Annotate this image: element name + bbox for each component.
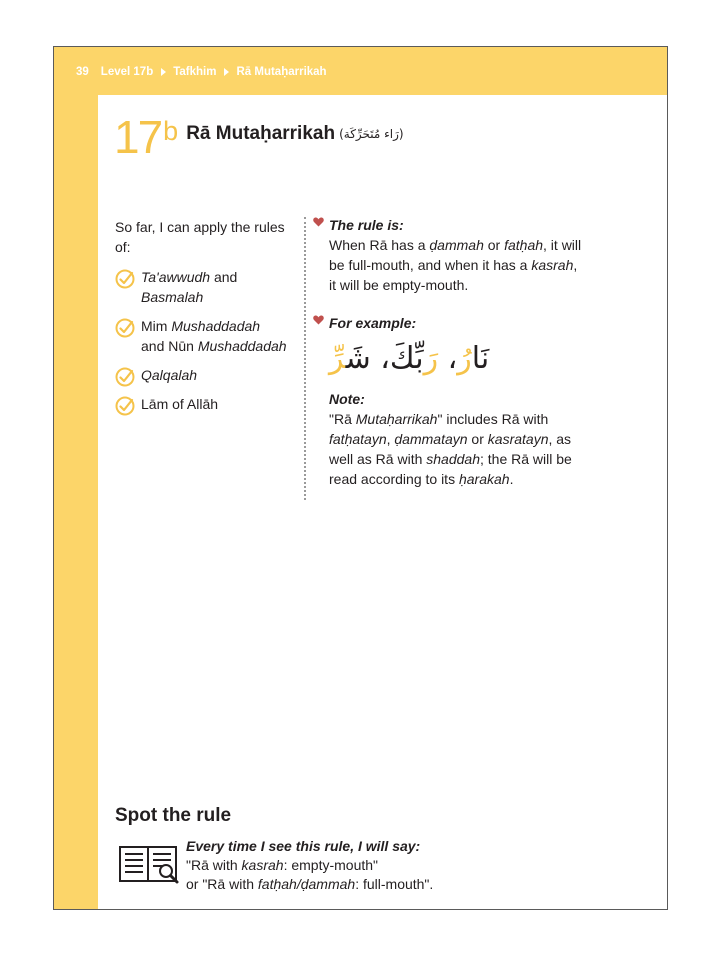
note-heading: Note: bbox=[329, 391, 365, 407]
text-run: , bbox=[386, 431, 395, 447]
checklist bbox=[115, 267, 287, 414]
spot-the-rule-heading: Spot the rule bbox=[115, 805, 232, 826]
chevron-right-icon bbox=[224, 68, 229, 76]
page-title bbox=[114, 111, 404, 163]
left-band bbox=[54, 47, 98, 909]
spot-line-2 bbox=[186, 875, 486, 894]
dotted-divider bbox=[304, 217, 306, 500]
breadcrumb-section: Tafkhim bbox=[173, 66, 217, 78]
text-run: , it will be empty-mouth. bbox=[329, 257, 578, 293]
spot-the-rule-text bbox=[186, 837, 486, 894]
text-run: ; the Rā will be read according to its bbox=[329, 451, 572, 487]
item-text: Basmalah bbox=[141, 289, 204, 305]
item-text: Lām of Allāh bbox=[141, 396, 219, 412]
text-run: kasrah bbox=[531, 257, 574, 273]
rule-heading: The rule is: bbox=[329, 217, 404, 233]
item-text: and bbox=[210, 269, 238, 285]
text-run: ḍammatayn bbox=[394, 431, 468, 447]
text-run: , it will be full-mouth, and when it has a bbox=[329, 237, 582, 273]
rule-column bbox=[313, 215, 583, 489]
checkmark-circle-icon bbox=[115, 318, 135, 338]
text-run: Mutaḥarrikah bbox=[355, 411, 438, 427]
arabic-run: ، bbox=[438, 341, 458, 376]
checkmark-circle-icon bbox=[115, 269, 135, 289]
text-run: When Rā has a bbox=[329, 237, 430, 253]
example-heading: For example: bbox=[329, 315, 417, 331]
text-run: " includes Rā with bbox=[437, 411, 549, 427]
arabic-run: رِّ bbox=[329, 341, 346, 376]
arabic-run: رُ bbox=[457, 341, 472, 376]
spot-lead: Every time I see this rule, I will say: bbox=[186, 838, 421, 854]
example-block bbox=[313, 313, 583, 333]
checklist-intro: So far, I can apply the rules of: bbox=[115, 219, 285, 255]
rule-block bbox=[313, 215, 583, 295]
book-magnifier-icon bbox=[118, 841, 180, 887]
text-run: fatḥatayn bbox=[329, 431, 387, 447]
arabic-example bbox=[313, 339, 583, 379]
page-frame bbox=[53, 46, 668, 910]
note-block bbox=[313, 389, 583, 489]
heart-icon bbox=[313, 315, 324, 325]
text-run: . bbox=[509, 471, 514, 487]
text-run: or bbox=[467, 431, 488, 447]
text-run: : empty-mouth" bbox=[283, 857, 379, 873]
text-run: or "Rā with bbox=[186, 876, 258, 892]
item-text: Ta'awwudh bbox=[141, 269, 211, 285]
text-run: "Rā with bbox=[186, 857, 242, 873]
item-text: Mushaddadah bbox=[171, 318, 261, 334]
item-text: Mushaddadah bbox=[197, 338, 287, 354]
list-item bbox=[115, 394, 287, 414]
checkmark-circle-icon bbox=[115, 396, 135, 416]
arabic-run: ، bbox=[370, 341, 390, 376]
list-item bbox=[115, 316, 287, 356]
page-number: 39 bbox=[76, 66, 89, 78]
rules-checklist-column bbox=[115, 217, 287, 423]
item-text: Qalqalah bbox=[141, 367, 198, 383]
text-run: , as well as Rā with bbox=[329, 431, 572, 467]
title-arabic: (رَاء مُتَحَرِّكَة) bbox=[339, 127, 404, 141]
breadcrumb-topic: Rā Mutaḥarrikah bbox=[236, 66, 327, 78]
text-run: ḥarakah bbox=[458, 471, 510, 487]
item-text: Mim bbox=[141, 318, 172, 334]
item-text: and Nūn bbox=[141, 338, 198, 354]
level-suffix: b bbox=[163, 116, 179, 146]
chevron-right-icon bbox=[161, 68, 166, 76]
breadcrumb bbox=[76, 66, 327, 78]
text-run: fatḥah bbox=[504, 237, 544, 253]
text-run: kasrah bbox=[241, 857, 284, 873]
arabic-run: بِّكَ bbox=[389, 341, 424, 376]
rule-text bbox=[329, 235, 583, 295]
text-run: "Rā bbox=[329, 411, 356, 427]
checkmark-circle-icon bbox=[115, 367, 135, 387]
breadcrumb-level: Level 17b bbox=[100, 66, 154, 78]
level-number: 17 bbox=[114, 111, 162, 163]
text-run: fatḥah/ḍammah bbox=[257, 876, 356, 892]
text-run: ḍammah bbox=[429, 237, 484, 253]
title-text: Rā Mutaḥarrikah bbox=[186, 123, 336, 144]
arabic-run: شَ bbox=[345, 341, 371, 376]
text-run: or bbox=[483, 237, 505, 253]
note-text bbox=[329, 409, 583, 489]
page-content bbox=[98, 95, 667, 909]
arabic-run: نَا bbox=[471, 341, 490, 376]
spot-line-1 bbox=[186, 856, 486, 875]
list-item bbox=[115, 267, 287, 307]
arabic-run: رَ bbox=[423, 341, 439, 376]
list-item bbox=[115, 365, 287, 385]
heart-icon bbox=[313, 217, 324, 227]
text-run: kasratayn bbox=[487, 431, 549, 447]
text-run: : full-mouth". bbox=[355, 876, 434, 892]
text-run: shaddah bbox=[426, 451, 480, 467]
